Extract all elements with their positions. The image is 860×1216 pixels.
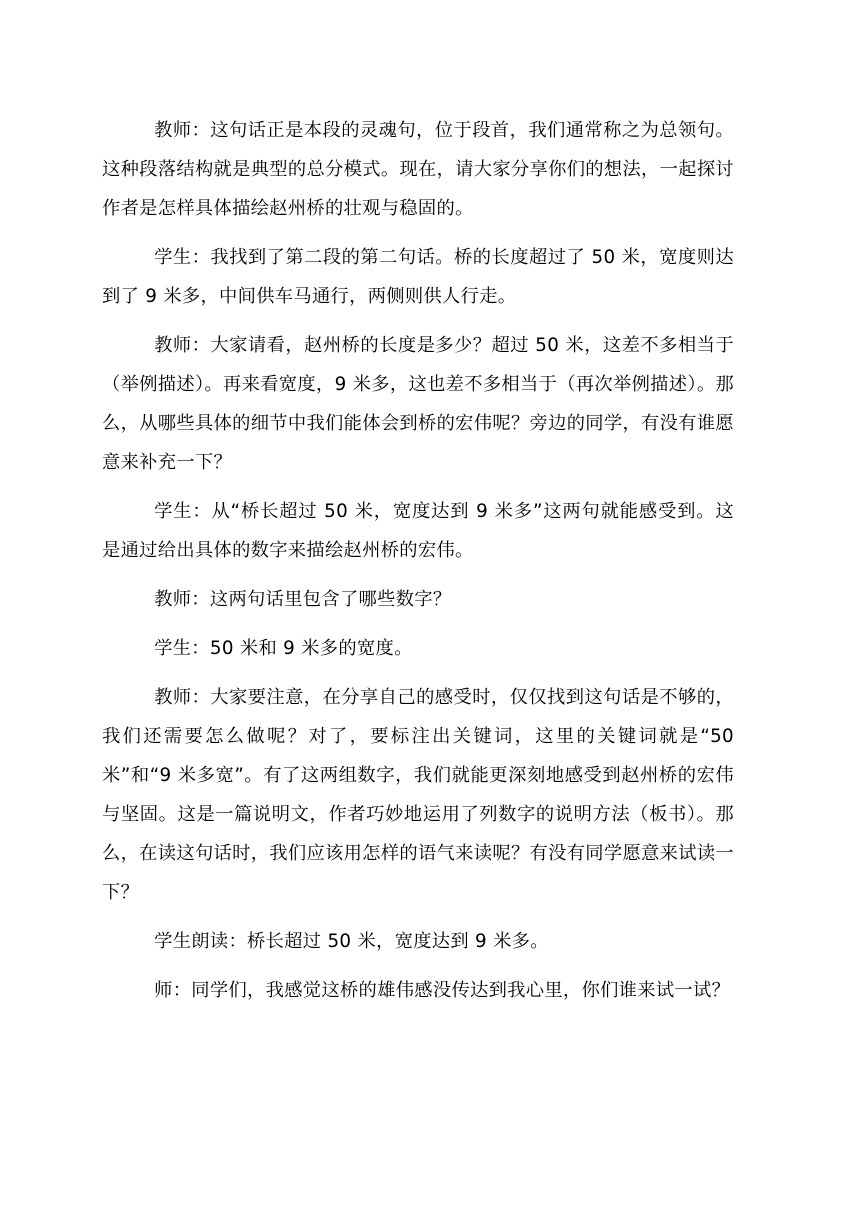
teacher-paragraph-1: 教师：这句话正是本段的灵魂句，位于段首，我们通常称之为总领句。这种段落结构就是典型的总分模式。现在，请大家分享你们的想法，一起探讨作者是怎样具体描绘赵州桥的壮观与稳固的。 [102,120,734,219]
student-paragraph-1: 学生：我找到了第二段的第二句话。桥的长度超过了 50 米，宽度则达到了 9 米多，中间供车马通行，两侧则供人行走。 [102,247,734,307]
teacher-paragraph-3: 教师：这两句话里包含了哪些数字？ [154,589,452,610]
teacher-paragraph-2: 教师：大家请看，赵州桥的长度是多少？超过 50 米，这差不多相当于（举例描述）。再来看宽度，9 米多，这也差不多相当于（再次举例描述）。那么，从哪些具体的细节中我们能体会到桥的宏伟呢？旁边的同学，有没有谁愿意来补充一下？ [102,335,734,473]
student-reading-paragraph: 学生朗读：桥长超过 50 米，宽度达到 9 米多。 [154,931,549,952]
teacher-paragraph-4: 教师：大家要注意，在分享自己的感受时，仅仅找到这句话是不够的，我们还需要怎么做呢？对了，要标注出关键词，这里的关键词就是“50 米”和“9 米多宽”。有了这两组数字，我们就能更深刻地感受到赵州桥的宏伟与坚固。这是一篇说明文，作者巧妙地运用了列数字的说明方法（板书）。那么，在读这句话时，我们应该用怎样的语气来读呢？有没有同学愿意来试读一下？ [102,687,734,903]
student-paragraph-3: 学生：50 米和 9 米多的宽度。 [154,638,413,659]
teacher-paragraph-5: 师：同学们，我感觉这桥的雄伟感没传达到我心里，你们谁来试一试？ [154,980,731,1001]
student-paragraph-2: 学生：从“桥长超过 50 米，宽度达到 9 米多”这两句就能感受到。这是通过给出具体的数字来描绘赵州桥的宏伟。 [102,501,735,561]
document-body [102,111,734,1020]
